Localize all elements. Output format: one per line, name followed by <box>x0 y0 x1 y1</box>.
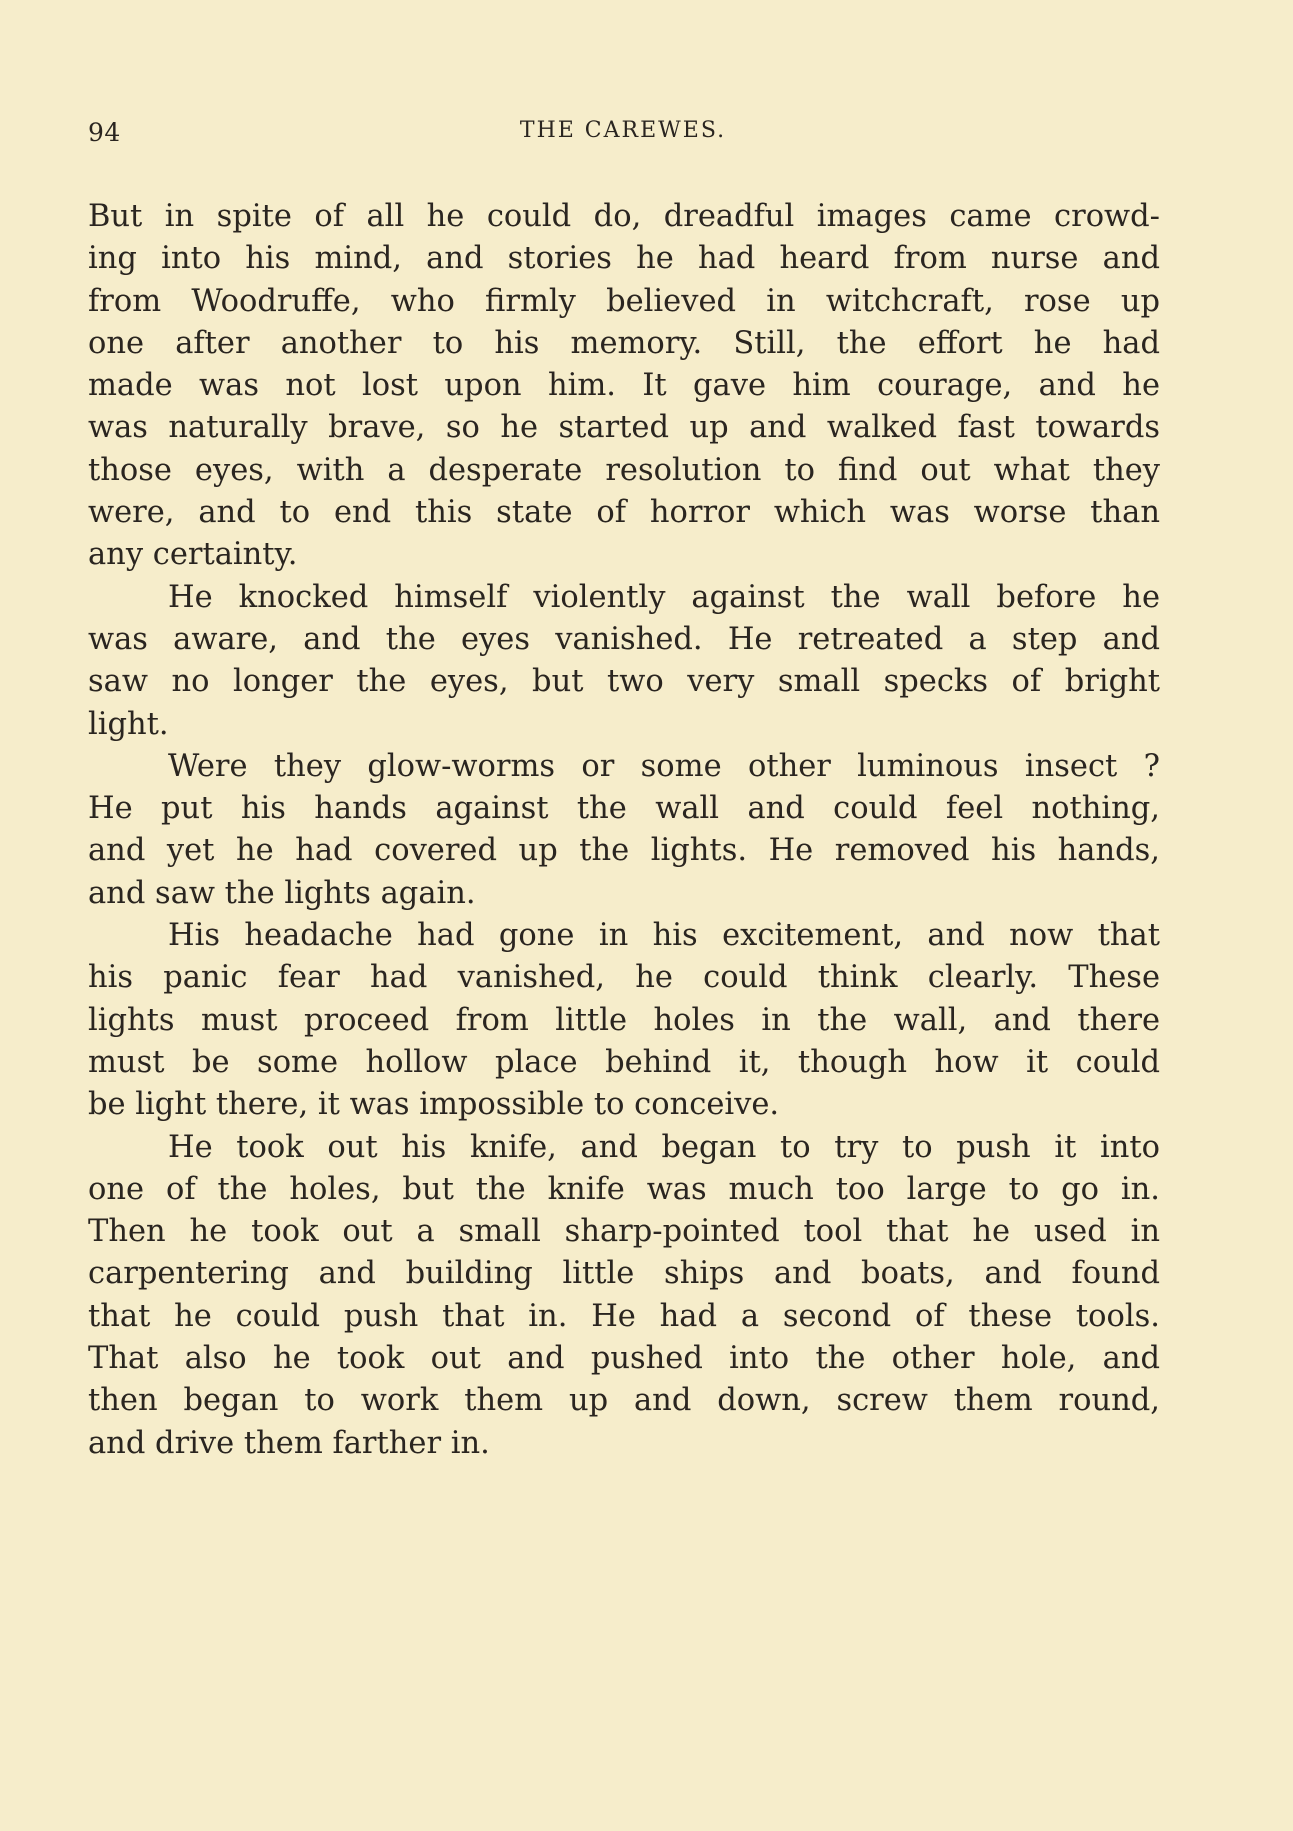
text-line: that he could push that in. He had a second of these tools. <box>88 1298 1160 1334</box>
text-line: any certainty. <box>88 537 298 573</box>
text-line: But in spite of all he could do, dreadful images came crowd- <box>88 199 1160 234</box>
running-title: THE CAREWES. <box>519 118 727 143</box>
text-line: saw no longer the eyes, but two very small specks of bright <box>88 664 1160 700</box>
text-line: from Woodruffe, who firmly believed in witchcraft, rose up <box>88 283 1160 319</box>
text-line: That also he took out and pushed into the other hole, and <box>88 1341 1160 1377</box>
text-line: must be some hollow place behind it, though how it could <box>88 1044 1160 1080</box>
text-line: and saw the lights again. <box>88 875 476 911</box>
text-line: and drive them farther in. <box>88 1425 490 1461</box>
text-line: carpentering and building little ships and boats, and found <box>88 1256 1160 1292</box>
page-header <box>88 118 1158 158</box>
page-number: 94 <box>88 118 121 147</box>
text-line: made was not lost upon him. It gave him courage, and he <box>88 368 1160 404</box>
text-line: his panic fear had vanished, he could think clearly. These <box>88 960 1160 996</box>
body-text <box>88 196 1160 1465</box>
text-line: lights must proceed from little holes in the wall, and there <box>88 1002 1160 1038</box>
text-line: and yet he had covered up the lights. He removed his hands, <box>88 833 1160 869</box>
text-line: His headache had gone in his excitement, and now that <box>168 918 1160 954</box>
text-line: was naturally brave, so he started up and walked fast towards <box>88 410 1160 446</box>
text-line: were, and to end this state of horror which was worse than <box>88 495 1160 531</box>
text-line: He knocked himself violently against the wall before he <box>168 579 1160 615</box>
text-line: light. <box>88 706 169 742</box>
text-line: then began to work them up and down, screw them round, <box>88 1383 1160 1419</box>
text-line: He put his hands against the wall and could feel nothing, <box>88 791 1160 827</box>
text-line: He took out his knife, and began to try to push it into <box>168 1129 1160 1165</box>
text-line: Were they glow-worms or some other luminous insect ? <box>168 748 1160 784</box>
text-line: those eyes, with a desperate resolution to find out what they <box>88 452 1160 488</box>
text-line: Then he took out a small sharp-pointed tool that he used in <box>88 1214 1160 1250</box>
text-line: one after another to his memory. Still, the effort he had <box>88 325 1160 361</box>
text-line: ing into his mind, and stories he had heard from nurse and <box>88 241 1160 277</box>
text-line: be light there, it was impossible to conceive. <box>88 1087 780 1123</box>
text-line: was aware, and the eyes vanished. He retreated a step and <box>88 621 1160 657</box>
text-line: one of the holes, but the knife was much too large to go in. <box>88 1171 1160 1207</box>
